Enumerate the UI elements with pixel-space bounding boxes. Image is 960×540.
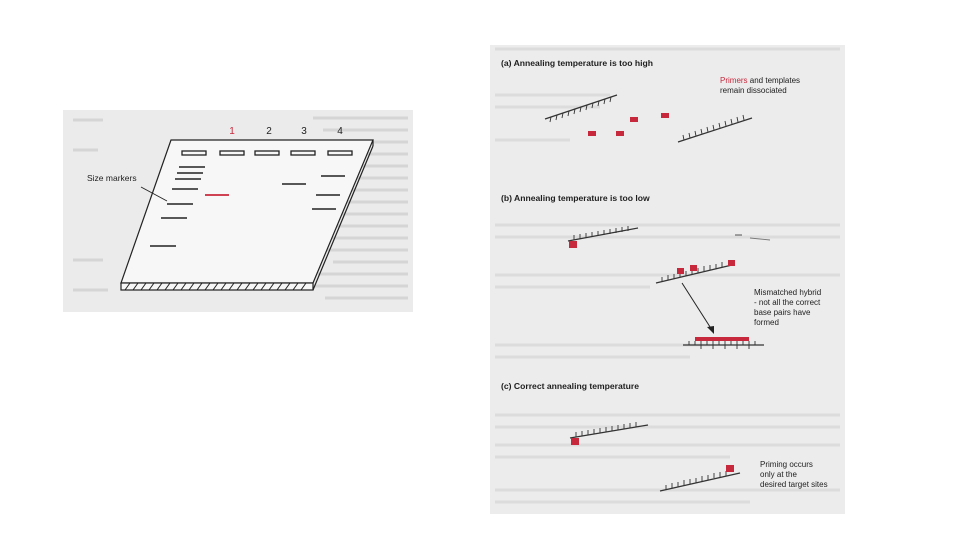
panel-c-note-line-1: Priming occurs [760, 460, 813, 469]
panel-b-note-line-1: Mismatched hybrid [754, 288, 822, 297]
size-markers-label: Size markers [87, 173, 137, 183]
panel-a-note-line-2: remain dissociated [720, 86, 787, 95]
panel-a-note-templates: and templates [747, 76, 801, 85]
panel-b-note-line-3: base pairs have [754, 308, 811, 317]
gel-well-lane-2 [255, 151, 279, 155]
panel-b-note-line-4: formed [754, 318, 779, 327]
gel-diagram [63, 110, 413, 312]
panel-b-mismatched-strand [656, 260, 735, 283]
panel-c-title: (c) Correct annealing temperature [501, 381, 640, 391]
gel-well-lane-4 [328, 151, 352, 155]
annealing-diagram [490, 45, 845, 514]
panel-c-primed-strand-1 [570, 422, 648, 445]
annealing-temperature-figure [490, 45, 845, 514]
panel-b-mismatched-hybrid [683, 337, 764, 349]
panel-a-free-primer-1 [588, 131, 596, 136]
panel-c-note-line-2: only at the [760, 470, 797, 479]
gel-well-lane-1 [220, 151, 244, 155]
lane-number-2: 2 [266, 126, 272, 137]
panel-b-title: (b) Annealing temperature is too low [501, 193, 650, 203]
panel-b-arrow-line [682, 283, 712, 330]
panel-a-free-primer-2 [616, 131, 624, 136]
panel-b-arrow-head [707, 326, 714, 334]
panel-c-primed-strand-2 [660, 465, 740, 491]
panel-a-free-primer-4 [661, 113, 669, 118]
lane-number-3: 3 [301, 126, 307, 137]
lane-number-1: 1 [229, 126, 235, 137]
gel-electrophoresis-figure [63, 110, 413, 312]
panel-a-note-primers: Primers [720, 76, 748, 85]
panel-a-title: (a) Annealing temperature is too high [501, 58, 653, 68]
panel-b-note-line-2: - not all the correct [754, 298, 821, 307]
panel-a-free-primer-3 [630, 117, 638, 122]
gel-well-lane-3 [291, 151, 315, 155]
gel-well-marker [182, 151, 206, 155]
panel-a-note-line-1 [720, 76, 800, 85]
lane-number-4: 4 [337, 126, 343, 137]
panel-c-note-line-3: desired target sites [760, 480, 828, 489]
panel-a-template-strand-2 [678, 115, 752, 142]
